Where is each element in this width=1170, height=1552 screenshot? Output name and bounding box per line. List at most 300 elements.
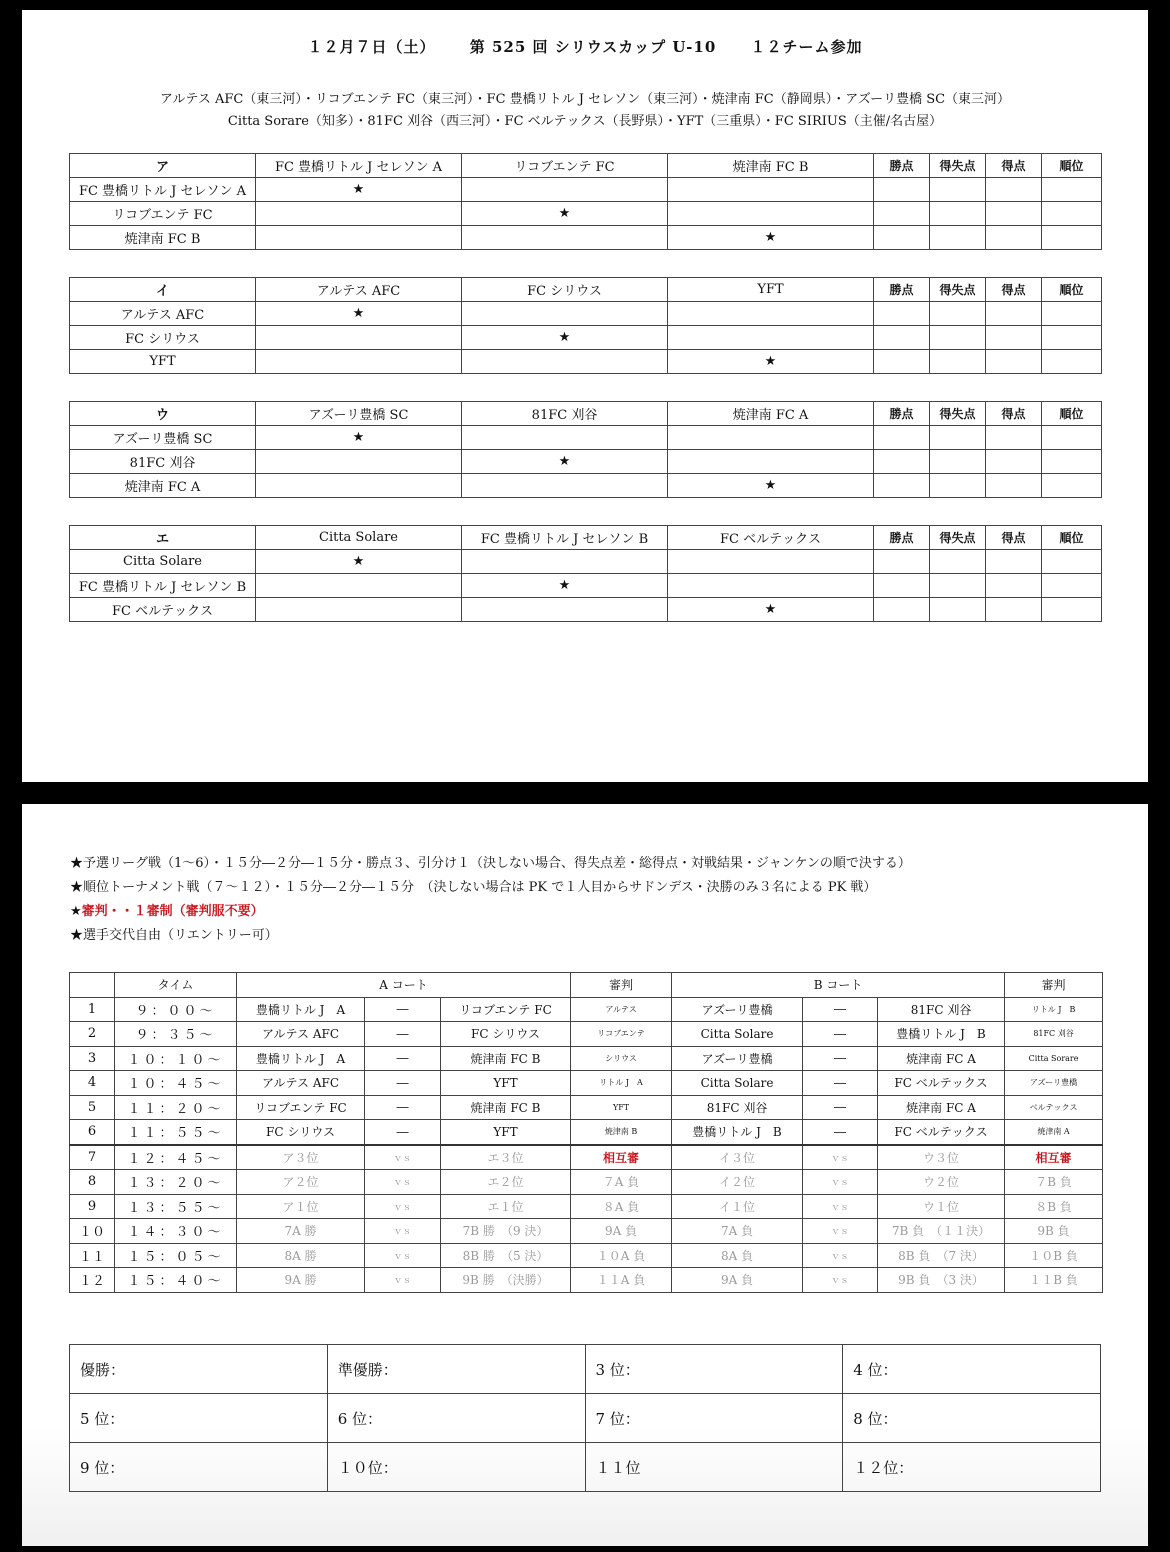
- diagonal-star: ★: [462, 574, 668, 598]
- ranking-row: [70, 1345, 1101, 1394]
- ranking-cell: 準優勝：: [327, 1345, 585, 1394]
- ranking-cell: １１位: [585, 1443, 843, 1492]
- group-column-team: 81FC 刈谷: [462, 402, 668, 426]
- match-time: １５：０５〜: [115, 1243, 237, 1268]
- b-court-referee: アズーリ豊橋: [1005, 1071, 1103, 1096]
- result-cell: [462, 474, 668, 498]
- group-team-row: [70, 598, 1102, 622]
- group-team-row: [70, 202, 1102, 226]
- a-court-referee: リコブエンテ: [571, 1022, 672, 1047]
- match-number: 9: [70, 1194, 115, 1219]
- match-time: ９：３５〜: [115, 1022, 237, 1047]
- a-court-team-2-label: 8B 勝: [462, 1248, 495, 1263]
- a-court-vs: ｖｓ: [365, 1145, 441, 1170]
- a-court-team-1: リコブエンテ FC: [237, 1095, 365, 1120]
- team-list-line-2: Citta Sorare（知多）・81FC 刈谷（西三河）・FC ベルテックス（長野県）・YFT（三重県）・FC SIRIUS（主催/名古屋）: [227, 114, 943, 129]
- b-court-team-1: イ３位: [672, 1145, 803, 1170]
- b-court-team-2-label: FC ベルテックス: [894, 1076, 988, 1091]
- b-court-referee: 相互審: [1005, 1145, 1103, 1170]
- a-court-referee: 相互審: [571, 1145, 672, 1170]
- group-team-row: [70, 350, 1102, 374]
- b-court-referee: 焼津南 A: [1005, 1120, 1103, 1145]
- result-cell: [668, 550, 874, 574]
- b-court-team-2-label: 焼津南 FC A: [906, 1051, 976, 1066]
- group-team-row: [70, 426, 1102, 450]
- a-court-team-2: [441, 1046, 571, 1071]
- group-column-team: アズーリ豊橋 SC: [256, 402, 462, 426]
- stat-cell: [986, 550, 1042, 574]
- stat-cell: [930, 426, 986, 450]
- group-team-row: [70, 550, 1102, 574]
- result-cell: [256, 202, 462, 226]
- a-court-vs: ｖｓ: [365, 1243, 441, 1268]
- stat-cell: [874, 302, 930, 326]
- group-row-team: FC ベルテックス: [70, 598, 256, 622]
- ranking-cell: 3 位：: [585, 1345, 843, 1394]
- diagonal-star: ★: [668, 226, 874, 250]
- a-court-team-1: FC シリウス: [237, 1120, 365, 1145]
- stat-cell: [930, 550, 986, 574]
- match-time: １１：５５〜: [115, 1120, 237, 1145]
- stat-cell: [1042, 202, 1102, 226]
- stat-cell: [986, 178, 1042, 202]
- rule-line-4: ★選手交代自由（リエントリー可）: [70, 928, 278, 943]
- diagonal-star: ★: [256, 426, 462, 450]
- a-court-final-label: （5 決）: [506, 1248, 549, 1263]
- ranking-cell: 4 位：: [843, 1345, 1101, 1394]
- stat-cell: [874, 350, 930, 374]
- stat-cell: [1042, 426, 1102, 450]
- a-court-team-2: [441, 1120, 571, 1145]
- stat-cell: [930, 326, 986, 350]
- b-court-team-1: アズーリ豊橋: [672, 1046, 803, 1071]
- b-court-referee: １１B 負: [1005, 1268, 1103, 1293]
- b-court-vs: ｖｓ: [803, 1219, 878, 1244]
- group-column-team: 焼津南 FC B: [668, 154, 874, 178]
- a-court-team-1: 豊橋リトル J A: [237, 1046, 365, 1071]
- a-court-team-2-label: 7B 勝: [462, 1224, 495, 1239]
- diagonal-star: ★: [668, 474, 874, 498]
- result-cell: [256, 350, 462, 374]
- group-stat-header: 得点: [986, 402, 1042, 426]
- group-team-row: [70, 178, 1102, 202]
- a-court-team-2-label: YFT: [493, 1075, 518, 1090]
- ranking-cell: １２位：: [843, 1443, 1101, 1492]
- document-page-1: [22, 10, 1148, 782]
- stat-cell: [930, 574, 986, 598]
- result-cell: [462, 178, 668, 202]
- b-court-team-1: 豊橋リトル J B: [672, 1120, 803, 1145]
- a-court-referee: 9A 負: [571, 1219, 672, 1244]
- group-team-row: [70, 450, 1102, 474]
- ranking-cell: 6 位：: [327, 1394, 585, 1443]
- final-ranking-table: [69, 1344, 1101, 1492]
- a-court-dash: ―: [365, 1120, 441, 1145]
- team-list-line-1: アルテス AFC（東三河）・リコブエンテ FC（東三河）・FC 豊橋リトル J セレソン（東三河）・焼津南 FC（静岡県）・アズーリ豊橋 SC（東三河）: [159, 92, 1011, 107]
- result-cell: [668, 426, 874, 450]
- a-court-referee: １０A 負: [571, 1243, 672, 1268]
- a-court-vs: ｖｓ: [365, 1268, 441, 1293]
- match-number: 8: [70, 1170, 115, 1195]
- a-court-dash: ―: [365, 1046, 441, 1071]
- b-court-team-1: Citta Solare: [672, 1071, 803, 1096]
- b-court-team-2-label: ウ３位: [923, 1150, 960, 1165]
- result-cell: [668, 202, 874, 226]
- b-court-team-2-label: 7B 負: [891, 1224, 925, 1239]
- b-court-referee: リトル J B: [1005, 997, 1103, 1022]
- stat-cell: [1042, 598, 1102, 622]
- document-title: [22, 36, 1148, 57]
- group-stat-header: 得失点: [930, 154, 986, 178]
- a-court-team-2: [441, 1071, 571, 1096]
- event-participation: １２チーム参加: [750, 38, 863, 56]
- b-court-final-label: （7 決）: [942, 1248, 984, 1263]
- group-stat-header: 勝点: [874, 402, 930, 426]
- match-number: 3: [70, 1046, 115, 1071]
- group-team-row: [70, 574, 1102, 598]
- group-column-team: Citta Solare: [256, 526, 462, 550]
- stat-cell: [874, 598, 930, 622]
- match-time: １０：４５〜: [115, 1071, 237, 1096]
- result-cell: [462, 302, 668, 326]
- group-header-row: [70, 278, 1102, 302]
- b-court-header: B コート: [672, 973, 1005, 998]
- schedule-header-row: [70, 973, 1103, 998]
- group-header-row: [70, 154, 1102, 178]
- result-cell: [668, 326, 874, 350]
- group-table-2: [69, 277, 1102, 374]
- b-court-vs: ｖｓ: [803, 1243, 878, 1268]
- group-row-team: 焼津南 FC B: [70, 226, 256, 250]
- b-court-vs: ｖｓ: [803, 1145, 878, 1170]
- b-court-referee: ７B 負: [1005, 1170, 1103, 1195]
- stat-cell: [874, 550, 930, 574]
- diagonal-star: ★: [462, 450, 668, 474]
- result-cell: [256, 326, 462, 350]
- a-court-team-1: 9A 勝: [237, 1268, 365, 1293]
- a-court-team-1: ア３位: [237, 1145, 365, 1170]
- group-column-team: 焼津南 FC A: [668, 402, 874, 426]
- match-time: １３：２０〜: [115, 1170, 237, 1195]
- a-court-vs: ｖｓ: [365, 1194, 441, 1219]
- group-row-team: Citta Solare: [70, 550, 256, 574]
- b-court-team-2: [878, 1170, 1005, 1195]
- b-referee-header: 審判: [1005, 973, 1103, 998]
- result-cell: [462, 426, 668, 450]
- a-court-vs: ｖｓ: [365, 1219, 441, 1244]
- schedule-row: [70, 1194, 1103, 1219]
- b-court-team-2-label: ウ２位: [923, 1175, 960, 1190]
- a-court-team-1: アルテス AFC: [237, 1022, 365, 1047]
- b-court-team-2: [878, 1243, 1005, 1268]
- result-cell: [462, 350, 668, 374]
- result-cell: [256, 598, 462, 622]
- group-row-team: YFT: [70, 350, 256, 374]
- group-row-team: アズーリ豊橋 SC: [70, 426, 256, 450]
- match-time: １２：４５〜: [115, 1145, 237, 1170]
- group-table-4: [69, 525, 1102, 622]
- group-table-1: [69, 153, 1102, 250]
- stat-cell: [874, 426, 930, 450]
- stat-cell: [930, 474, 986, 498]
- stat-cell: [1042, 550, 1102, 574]
- stat-cell: [930, 202, 986, 226]
- b-court-team-2: [878, 1268, 1005, 1293]
- stat-cell: [986, 426, 1042, 450]
- stat-cell: [986, 226, 1042, 250]
- b-court-dash: ―: [803, 1046, 878, 1071]
- stat-cell: [986, 350, 1042, 374]
- schedule-row: [70, 1120, 1103, 1145]
- stat-cell: [874, 474, 930, 498]
- result-cell: [256, 226, 462, 250]
- group-stat-header: 勝点: [874, 154, 930, 178]
- ranking-cell: 7 位：: [585, 1394, 843, 1443]
- group-row-team: FC 豊橋リトル J セレソン A: [70, 178, 256, 202]
- result-cell: [668, 178, 874, 202]
- b-court-vs: ｖｓ: [803, 1170, 878, 1195]
- a-referee-header: 審判: [571, 973, 672, 998]
- match-number: １２: [70, 1268, 115, 1293]
- match-number: 7: [70, 1145, 115, 1170]
- schedule-row: [70, 1145, 1103, 1170]
- group-team-row: [70, 226, 1102, 250]
- a-court-dash: ―: [365, 1095, 441, 1120]
- group-stat-header: 得点: [986, 526, 1042, 550]
- group-team-row: [70, 474, 1102, 498]
- schedule-row: [70, 1022, 1103, 1047]
- b-court-team-2: [878, 1071, 1005, 1096]
- group-stat-header: 勝点: [874, 278, 930, 302]
- group-stat-header: 順位: [1042, 154, 1102, 178]
- b-court-referee: 81FC 刈谷: [1005, 1022, 1103, 1047]
- b-court-referee: ８B 負: [1005, 1194, 1103, 1219]
- stat-cell: [986, 598, 1042, 622]
- a-court-referee: リトル J A: [571, 1071, 672, 1096]
- result-cell: [462, 550, 668, 574]
- group-header-row: [70, 526, 1102, 550]
- b-court-team-2-label: FC ベルテックス: [894, 1125, 988, 1140]
- group-stat-header: 得失点: [930, 526, 986, 550]
- b-court-team-1: イ２位: [672, 1170, 803, 1195]
- b-court-referee: 9B 負: [1005, 1219, 1103, 1244]
- schedule-row: [70, 1219, 1103, 1244]
- b-court-team-2-label: 焼津南 FC A: [906, 1100, 976, 1115]
- stat-cell: [1042, 450, 1102, 474]
- a-court-team-1: ア１位: [237, 1194, 365, 1219]
- a-court-final-label: （決勝）: [506, 1273, 549, 1288]
- stat-cell: [986, 474, 1042, 498]
- b-court-team-2-label: ウ１位: [923, 1199, 960, 1214]
- group-team-row: [70, 326, 1102, 350]
- ranking-cell: 5 位：: [70, 1394, 328, 1443]
- a-court-referee: シリウス: [571, 1046, 672, 1071]
- a-court-dash: ―: [365, 997, 441, 1022]
- b-court-referee: １０B 負: [1005, 1243, 1103, 1268]
- b-court-team-1: 8A 負: [672, 1243, 803, 1268]
- stat-cell: [874, 326, 930, 350]
- stat-cell: [986, 574, 1042, 598]
- b-court-team-2-label: 豊橋リトル J B: [896, 1027, 986, 1042]
- group-column-team: リコブエンテ FC: [462, 154, 668, 178]
- a-court-header: A コート: [237, 973, 571, 998]
- stat-cell: [986, 302, 1042, 326]
- stat-cell: [986, 450, 1042, 474]
- group-column-team: FC 豊橋リトル J セレソン A: [256, 154, 462, 178]
- group-stat-header: 得点: [986, 278, 1042, 302]
- b-court-final-label: （１１決）: [936, 1224, 991, 1239]
- match-schedule-table: [69, 972, 1103, 1293]
- schedule-row: [70, 1095, 1103, 1120]
- rule-line-3: [70, 900, 911, 924]
- group-team-row: [70, 302, 1102, 326]
- group-stat-header: 順位: [1042, 278, 1102, 302]
- stat-cell: [1042, 350, 1102, 374]
- ranking-cell: 8 位：: [843, 1394, 1101, 1443]
- b-court-final-label: （3 決）: [942, 1273, 984, 1288]
- a-court-team-1: 8A 勝: [237, 1243, 365, 1268]
- schedule-row: [70, 1243, 1103, 1268]
- diagonal-star: ★: [256, 178, 462, 202]
- stat-cell: [1042, 178, 1102, 202]
- result-cell: [668, 574, 874, 598]
- group-table-3: [69, 401, 1102, 498]
- group-stat-header: 得失点: [930, 402, 986, 426]
- document-page-2: [22, 804, 1148, 1546]
- schedule-row: [70, 1268, 1103, 1293]
- group-name: イ: [70, 278, 256, 302]
- a-court-dash: ―: [365, 1022, 441, 1047]
- b-court-team-2: [878, 997, 1005, 1022]
- a-court-final-label: （9 決）: [506, 1224, 549, 1239]
- stat-cell: [1042, 326, 1102, 350]
- match-time: １４：３０〜: [115, 1219, 237, 1244]
- result-cell: [256, 474, 462, 498]
- a-court-team-1: 豊橋リトル J A: [237, 997, 365, 1022]
- stat-cell: [874, 178, 930, 202]
- stat-cell: [1042, 474, 1102, 498]
- b-court-team-1: イ１位: [672, 1194, 803, 1219]
- stat-cell: [874, 202, 930, 226]
- result-cell: [668, 302, 874, 326]
- a-court-referee: 焼津南 B: [571, 1120, 672, 1145]
- match-number: １１: [70, 1243, 115, 1268]
- group-row-team: 81FC 刈谷: [70, 450, 256, 474]
- group-row-team: FC 豊橋リトル J セレソン B: [70, 574, 256, 598]
- a-court-team-2-label: 9B 勝: [462, 1273, 495, 1288]
- b-court-team-2-label: 81FC 刈谷: [910, 1002, 972, 1017]
- match-time: １１：２０〜: [115, 1095, 237, 1120]
- stat-cell: [874, 574, 930, 598]
- group-name: エ: [70, 526, 256, 550]
- b-court-vs: ｖｓ: [803, 1194, 878, 1219]
- a-court-team-2: [441, 1170, 571, 1195]
- rule-star: ★: [70, 904, 82, 919]
- a-court-team-2: [441, 1145, 571, 1170]
- b-court-team-2: [878, 1046, 1005, 1071]
- b-court-team-2-label: 9B 負: [898, 1273, 931, 1288]
- referee-rule: 審判・・１審制（審判服不要）: [81, 904, 264, 919]
- match-number: 2: [70, 1022, 115, 1047]
- group-header-row: [70, 402, 1102, 426]
- stat-cell: [930, 598, 986, 622]
- match-number: 4: [70, 1071, 115, 1096]
- b-court-team-2-label: 8B 負: [898, 1248, 931, 1263]
- group-column-team: アルテス AFC: [256, 278, 462, 302]
- match-number: 6: [70, 1120, 115, 1145]
- diagonal-star: ★: [668, 350, 874, 374]
- result-cell: [462, 226, 668, 250]
- b-court-referee: Citta Sorare: [1005, 1046, 1103, 1071]
- b-court-team-1: Citta Solare: [672, 1022, 803, 1047]
- result-cell: [256, 450, 462, 474]
- group-column-team: YFT: [668, 278, 874, 302]
- group-column-team: FC 豊橋リトル J セレソン B: [462, 526, 668, 550]
- b-court-dash: ―: [803, 997, 878, 1022]
- group-row-team: アルテス AFC: [70, 302, 256, 326]
- b-court-team-1: 81FC 刈谷: [672, 1095, 803, 1120]
- event-name: 第 525 回 シリウスカップ U-10: [469, 38, 717, 56]
- group-column-team: FC シリウス: [462, 278, 668, 302]
- group-name: ウ: [70, 402, 256, 426]
- a-court-team-2: [441, 1095, 571, 1120]
- group-stat-header: 勝点: [874, 526, 930, 550]
- stat-cell: [930, 178, 986, 202]
- ranking-cell: 優勝：: [70, 1345, 328, 1394]
- a-court-team-2: [441, 1243, 571, 1268]
- rule-line-1: ★予選リーグ戦（1〜6）・１５分―２分―１５分・勝点３、引分け１（決しない場合、得失点差・総得点・対戦結果・ジャンケンの順で決する）: [70, 856, 911, 871]
- result-cell: [462, 598, 668, 622]
- b-court-vs: ｖｓ: [803, 1268, 878, 1293]
- stat-cell: [986, 202, 1042, 226]
- a-court-referee: アルテス: [571, 997, 672, 1022]
- a-court-team-2-label: エ２位: [487, 1175, 524, 1190]
- schedule-no-header: [70, 973, 115, 998]
- a-court-team-2: [441, 1194, 571, 1219]
- match-number: 5: [70, 1095, 115, 1120]
- group-stat-header: 得失点: [930, 278, 986, 302]
- ranking-cell: 9 位：: [70, 1443, 328, 1492]
- a-court-referee: YFT: [571, 1095, 672, 1120]
- result-cell: [668, 450, 874, 474]
- a-court-team-1: 7A 勝: [237, 1219, 365, 1244]
- a-court-team-2-label: エ３位: [487, 1150, 524, 1165]
- schedule-row: [70, 1071, 1103, 1096]
- a-court-team-2-label: 焼津南 FC B: [470, 1100, 541, 1115]
- a-court-team-2-label: 焼津南 FC B: [470, 1051, 541, 1066]
- a-court-team-2: [441, 1022, 571, 1047]
- diagonal-star: ★: [668, 598, 874, 622]
- a-court-referee: ７A 負: [571, 1170, 672, 1195]
- b-court-team-2: [878, 1219, 1005, 1244]
- stat-cell: [930, 350, 986, 374]
- ranking-row: [70, 1394, 1101, 1443]
- schedule-row: [70, 1170, 1103, 1195]
- stat-cell: [930, 450, 986, 474]
- schedule-row: [70, 997, 1103, 1022]
- schedule-time-header: タイム: [115, 973, 237, 998]
- b-court-team-1: アズーリ豊橋: [672, 997, 803, 1022]
- a-court-referee: １１A 負: [571, 1268, 672, 1293]
- a-court-dash: ―: [365, 1071, 441, 1096]
- a-court-team-1: アルテス AFC: [237, 1071, 365, 1096]
- match-time: １０：１０〜: [115, 1046, 237, 1071]
- stat-cell: [930, 226, 986, 250]
- group-row-team: 焼津南 FC A: [70, 474, 256, 498]
- b-court-team-2: [878, 1120, 1005, 1145]
- stat-cell: [1042, 226, 1102, 250]
- a-court-referee: ８A 負: [571, 1194, 672, 1219]
